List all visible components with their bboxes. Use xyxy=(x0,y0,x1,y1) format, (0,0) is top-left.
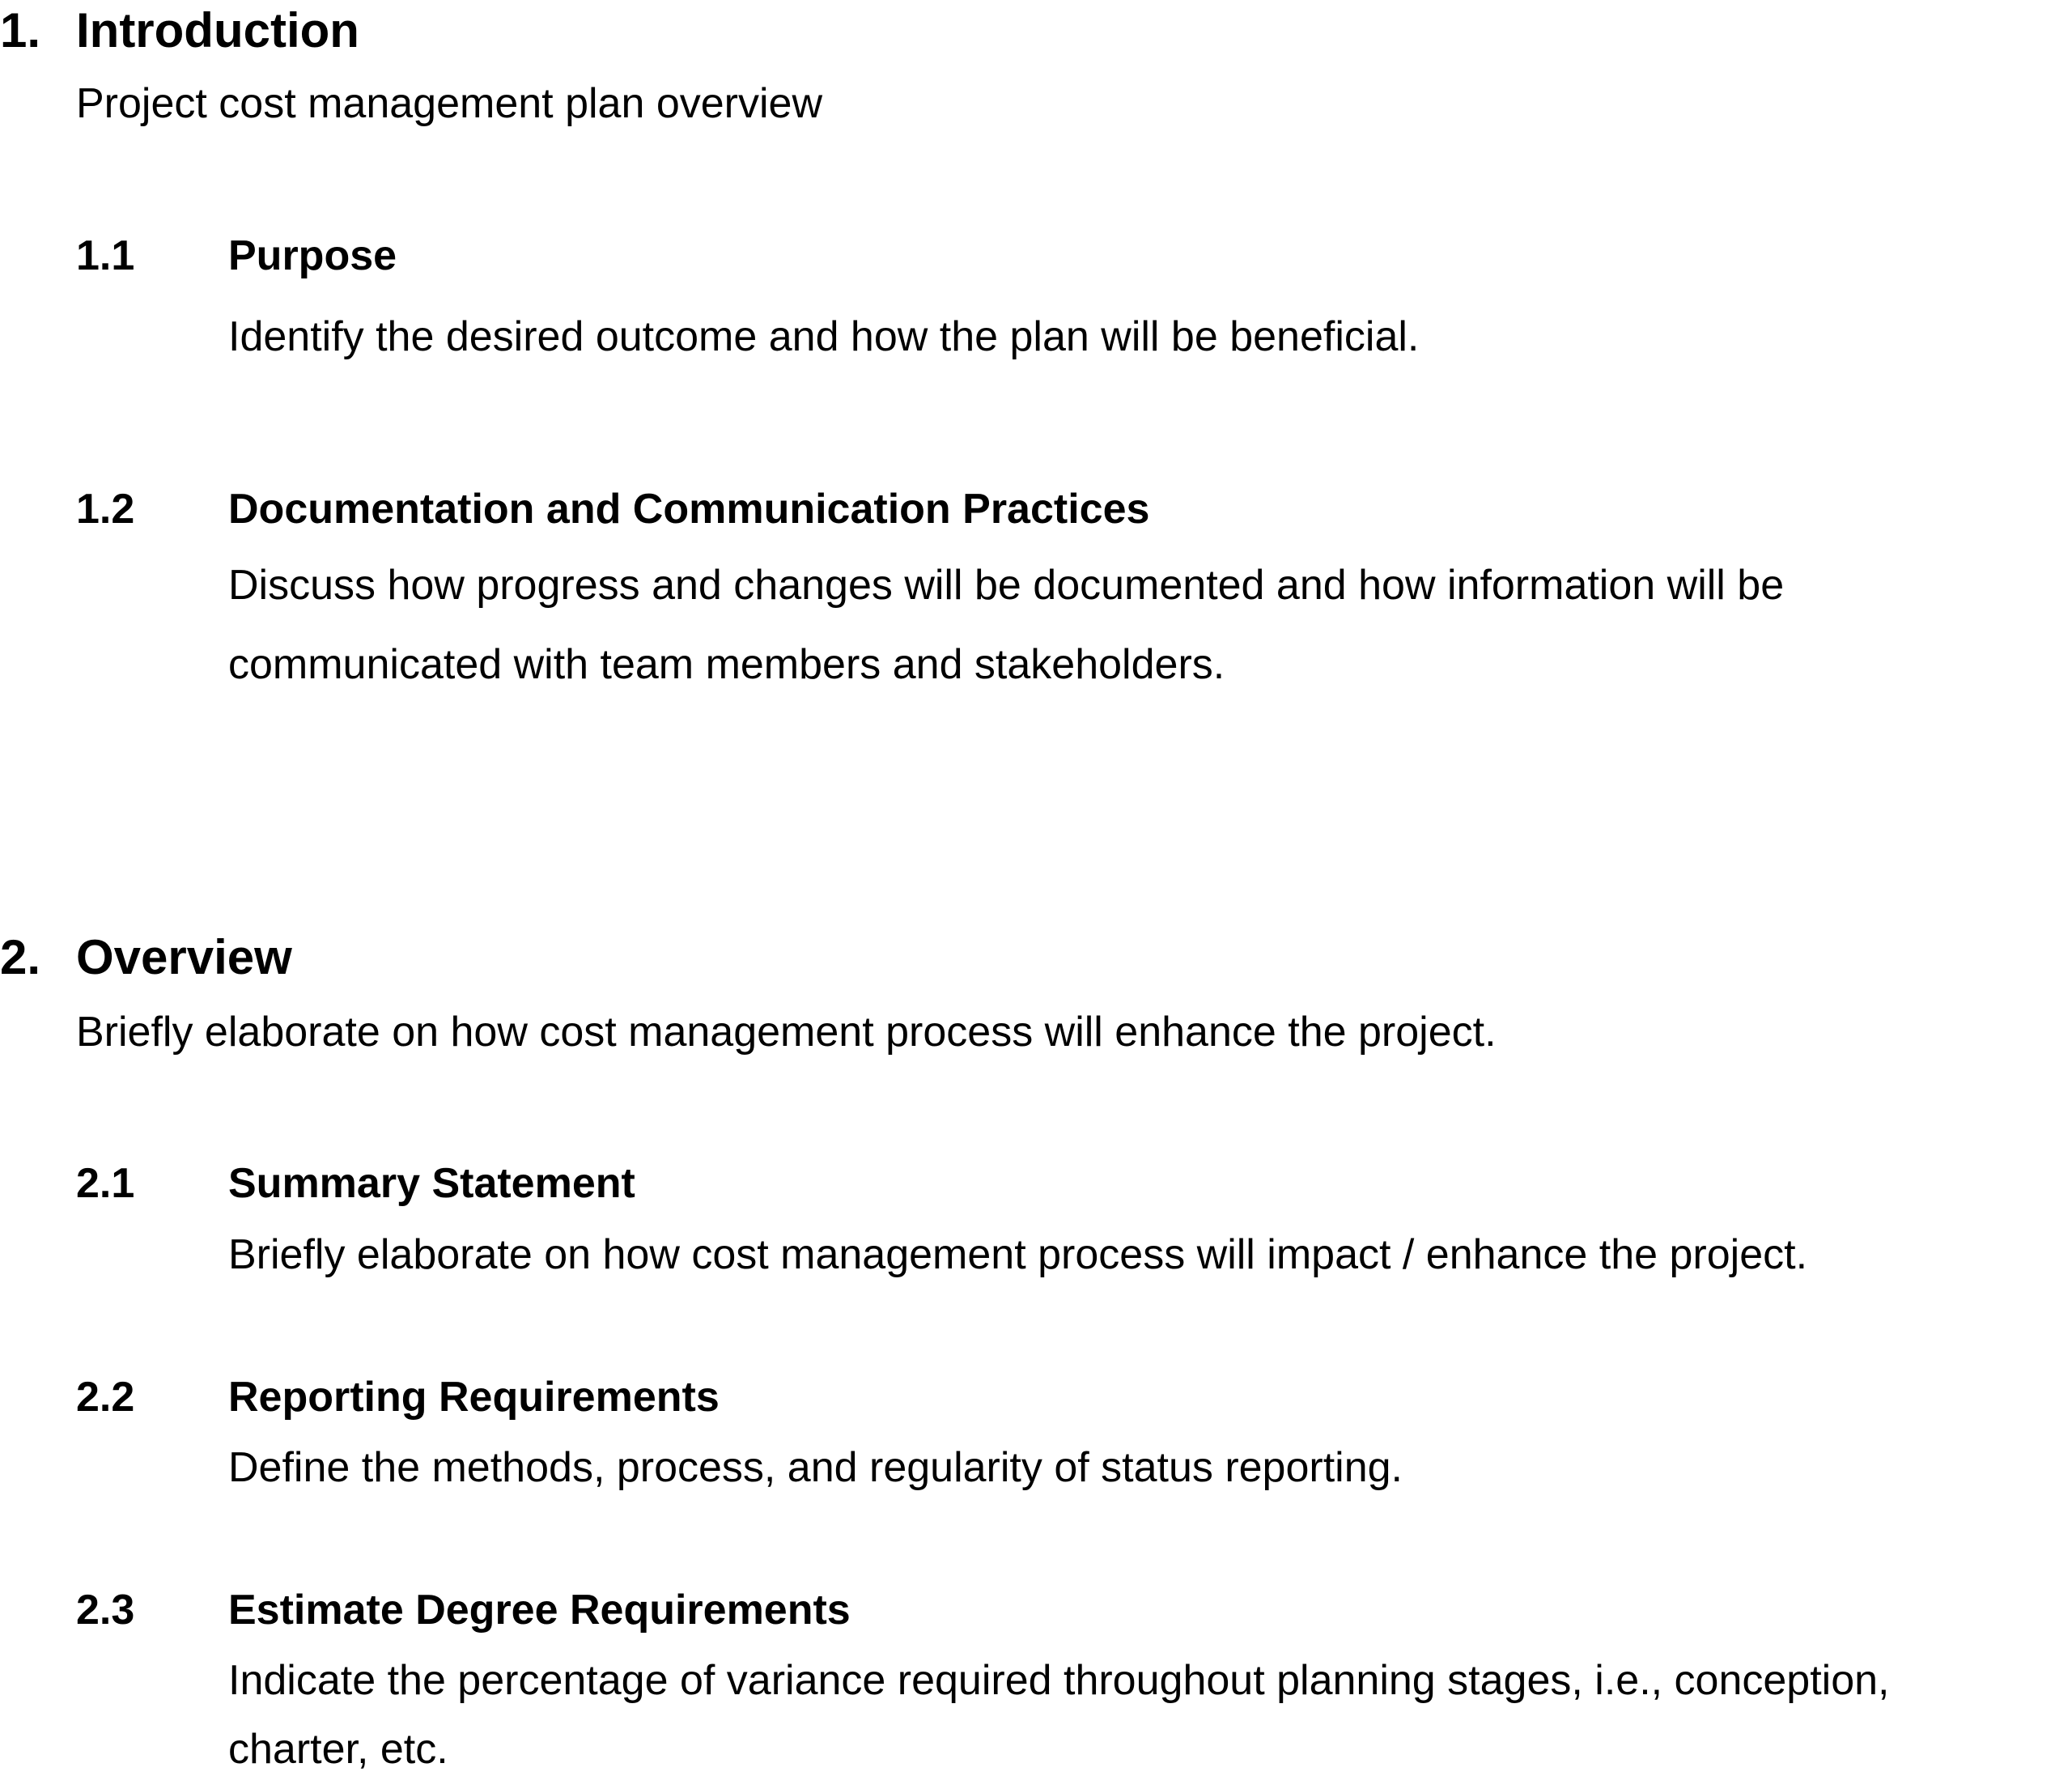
subsection-title: Reporting Requirements xyxy=(228,1374,720,1421)
subsection-title: Purpose xyxy=(228,232,397,279)
subsection-number: 2.3 xyxy=(76,1587,135,1634)
subsection-number: 2.1 xyxy=(76,1160,135,1207)
subsection-body-line: charter, etc. xyxy=(228,1726,448,1773)
subsection-title: Estimate Degree Requirements xyxy=(228,1587,851,1634)
subsection-number: 2.2 xyxy=(76,1374,135,1421)
section-intro: Briefly elaborate on how cost management process will enhance the project. xyxy=(76,1009,1497,1056)
subsection-body-line: Indicate the percentage of variance required throughout planning stages, i.e., conception, xyxy=(228,1657,1890,1704)
subsection-title: Summary Statement xyxy=(228,1160,635,1207)
subsection-body-line: Discuss how progress and changes will be documented and how information will be xyxy=(228,562,1785,609)
section-title: Introduction xyxy=(76,3,359,57)
subsection-body-line: Briefly elaborate on how cost management process will impact / enhance the project. xyxy=(228,1231,1808,1278)
subsection-body-line: communicated with team members and stakeholders. xyxy=(228,641,1225,688)
section-number: 2. xyxy=(0,930,41,984)
section-title: Overview xyxy=(76,930,292,984)
subsection-number: 1.2 xyxy=(76,486,135,533)
subsection-body-line: Define the methods, process, and regularity of status reporting. xyxy=(228,1444,1403,1491)
section-number: 1. xyxy=(0,3,41,57)
section-intro: Project cost management plan overview xyxy=(76,80,823,127)
subsection-body-line: Identify the desired outcome and how the plan will be beneficial. xyxy=(228,313,1420,360)
subsection-title: Documentation and Communication Practices xyxy=(228,486,1150,533)
subsection-number: 1.1 xyxy=(76,232,135,279)
